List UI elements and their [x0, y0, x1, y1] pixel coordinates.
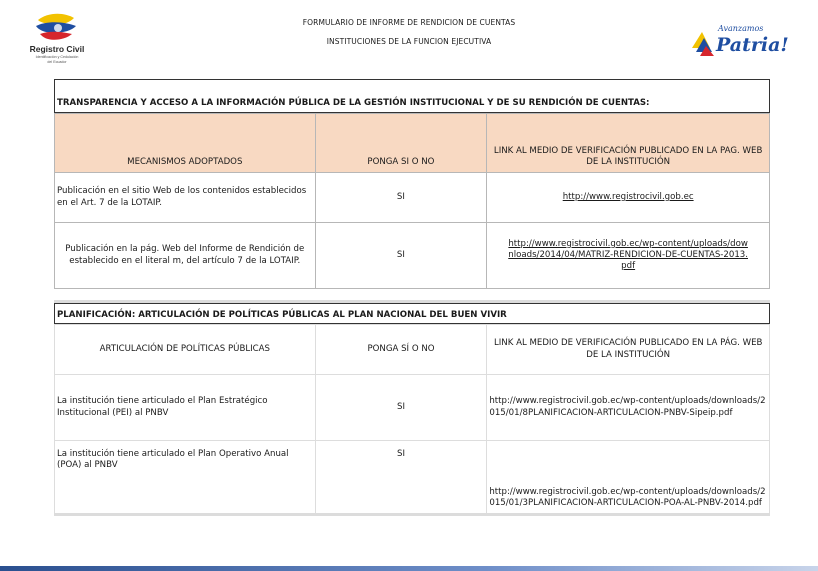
verification-link[interactable]: http://www.registrocivil.gob.ec — [562, 191, 694, 202]
verification-link[interactable]: http://www.registrocivil.gob.ec/wp-content/uploads/downloads/2015/01/3PLANIFICACION-ARTICULACION-POA-AL-PNBV-2014.pdf — [489, 486, 766, 508]
policy-cell: La institución tiene articulado el Plan Estratégico Institucional (PEI) al PNBV — [55, 375, 316, 441]
header-policies: ARTICULACIÓN DE POLÍTICAS PÚBLICAS — [55, 325, 316, 375]
avanzamos-patria-logo — [688, 18, 789, 60]
header-link: LINK AL MEDIO DE VERIFICACIÓN PUBLICADO EN LA PÁG. WEB DE LA INSTITUCIÓN — [487, 325, 770, 375]
answer-cell: SI — [315, 173, 487, 223]
planning-table — [54, 324, 770, 514]
table-row — [55, 173, 770, 223]
answer-cell: SI — [315, 375, 487, 441]
table-row — [55, 375, 770, 441]
form-subtitle: INSTITUCIONES DE LA FUNCION EJECUTIVA — [326, 37, 492, 46]
page-footer-bar — [0, 566, 818, 571]
logo-right-top: Avanzamos — [718, 24, 764, 33]
section1-title-box — [54, 79, 770, 113]
policy-cell: La institución tiene articulado el Plan Operativo Anual (POA) al PNBV — [55, 441, 316, 514]
section2-title-box — [54, 303, 770, 324]
logo-left-title: Registro Civil — [29, 44, 85, 54]
table-row — [55, 441, 770, 514]
transparency-table — [54, 113, 770, 289]
verification-link[interactable]: http://www.registrocivil.gob.ec/wp-content/uploads/downloads/2014/04/MATRIZ-RENDICION-DE-CUENTAS-2013.pdf — [508, 238, 748, 272]
verification-link[interactable]: http://www.registrocivil.gob.ec/wp-content/uploads/downloads/2015/01/8PLANIFICACION-ARTICULACION-PNBV-Sipeip.pdf — [489, 396, 766, 418]
mechanism-cell: Publicación en el sitio Web de los contenidos establecidos en el Art. 7 de la LOTAIP. — [55, 173, 316, 223]
table-row — [55, 223, 770, 289]
form-title: FORMULARIO DE INFORME DE RENDICION DE CUENTAS — [302, 18, 516, 27]
section2-divider — [54, 513, 770, 516]
answer-cell: SI — [315, 223, 487, 289]
logo-right-main: Patria! — [716, 34, 789, 56]
header-answer: PONGA SI O NO — [315, 114, 487, 173]
answer-cell: SI — [315, 441, 487, 514]
logo-left-sub1: Identificación y Cedulación — [35, 55, 79, 59]
mechanism-cell: Publicación en la pág. Web del Informe de Rendición de establecido en el literal m, del artículo 7 de la LOTAIP. — [55, 223, 316, 289]
table-header-row — [55, 114, 770, 173]
table-header-row — [55, 325, 770, 375]
section2-title: PLANIFICACIÓN: ARTICULACIÓN DE POLÍTICAS PÚBLICAS AL PLAN NACIONAL DEL BUEN VIVIR — [57, 310, 507, 320]
header-mechanisms: MECANISMOS ADOPTADOS — [55, 114, 316, 173]
section1-title: TRANSPARENCIA Y ACCESO A LA INFORMACIÓN PÚBLICA DE LA GESTIÓN INSTITUCIONAL Y DE SU RENDICIÓN DE CUENTAS: — [57, 98, 650, 108]
header-answer: PONGA SÍ O NO — [315, 325, 487, 375]
logo-left-sub2: del Ecuador — [47, 60, 67, 64]
header-link: LINK AL MEDIO DE VERIFICACIÓN PUBLICADO EN LA PAG. WEB DE LA INSTITUCIÓN — [487, 114, 770, 173]
